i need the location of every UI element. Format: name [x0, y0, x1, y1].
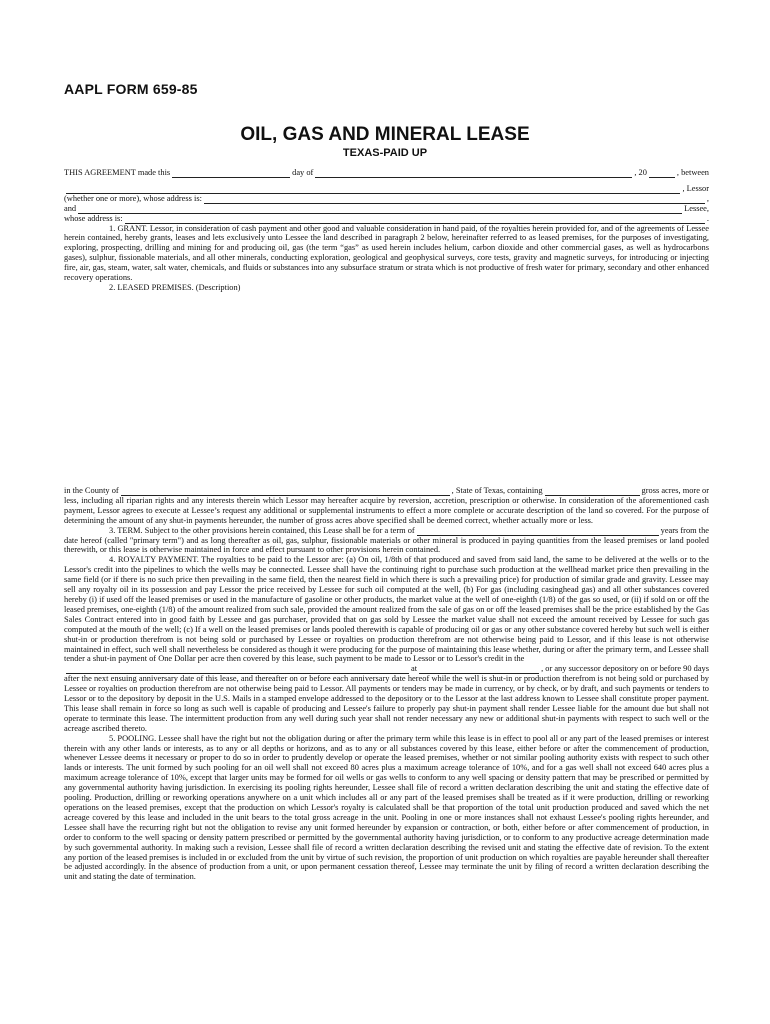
- depository-location-field[interactable]: [419, 666, 539, 674]
- lessee-address-line: whose address is: .: [64, 213, 709, 223]
- county-paragraph: less, including all riparian rights and any interests therein which Lessor may hereafter acquire by reversion, accretion, prescription or otherwise. In consideration of the aforementioned cash payment, Lessor agrees to execute at Lessee’s request any additional or supplemental instruments to effect a more complete or accurate description of the land so covered. For the purpose of determining the amount of any shut-in payments hereunder, the number of gross acres above specified shall be deemed correct, whether actually more or less.: [64, 495, 709, 525]
- lessee-line: and Lessee,: [64, 203, 709, 213]
- grant-paragraph: 1. GRANT. Lessor, in consideration of cash payment and other good and valuable consideration in hand paid, of the royalties herein provided for, and of the agreements of Lessee herein contained, hereby grants, leases and lets exclusively unto Lessee the land described in paragraph 2 below, hereinafter referred to as leased premises, for the purposes of investigating, exploring, prospecting, drilling and mining for and producing oil, gas (the term “gas” as used herein includes helium, carbon dioxide and other commercial gases, as well as hydrocarbons gases), sulphur, fissionable materials, and all other minerals, conducting exploration, geological and geophysical surveys, core tests, gravity and magnetic surveys, for introducing or injecting fire, air, gas, steam, water, salt water, chemicals, and fluids or substances into any subsurface stratum or strata which is not productive of fresh water for primary, secondary and other enhanced recovery operations.: [64, 223, 709, 283]
- month-field[interactable]: [315, 170, 632, 178]
- lessor-address-line: (whether one or more), whose address is: ,: [64, 193, 709, 203]
- term-line: 3. TERM. Subject to the other provisions herein contained, this Lease shall be for a term of years from the: [109, 525, 709, 535]
- document-title: OIL, GAS AND MINERAL LEASE: [240, 124, 530, 145]
- term-paragraph: date hereof (called "primary term") and as long thereafter as oil, gas, sulphur, fissionable materials or other mineral is produced in paying quantities from the leased premises or land pooled therewith, or this lease is otherwise maintained in force and effect pursuant to other provisions herein contained.: [64, 535, 709, 555]
- royalty-continuation: after the next ensuing anniversary date of this lease, and thereafter on or before each anniversary date hereof while the well is shut-in or production therefrom is not being sold or purchased by Lessee or royalties on production therefrom are not otherwise being paid to Lessor. All payments or tenders may be made in currency, or by check, or by draft, and such payments or tenders to Lessor or to the depository by deposit in the U.S. Mails in a stamped envelope addressed to the depository or to the Lessor at the last address known to Lessee shall constitute proper payment. This lease shall remain in force so long as such well is capable of producing and Lessee's failure to properly pay shut-in payment shall render Lessee liable for the amount due but shall not operate to terminate this lease. The intermittent production from any well during such year shall not render necessary any new or additional shut-in payments with respect to such well or the acreage ascribed thereto.: [64, 674, 709, 733]
- day-field[interactable]: [172, 170, 290, 178]
- county-field[interactable]: [121, 488, 450, 496]
- depository-field[interactable]: [66, 666, 409, 674]
- pooling-paragraph: 5. POOLING. Lessee shall have the right but not the obligation during or after the primary term while this lease is in effect to pool all or any part of the leased premises or interest therein with any other lands or interests, as to any or all depths or horizons, and as to any or all substances covered by this lease, either before or after the commencement of production, whenever Lessee deems it necessary or proper to do so in order to prudently develop or operate the leased premises, whether or not similar pooling authority exists with respect to such other lands or interests. The unit formed by such pooling for an oil well shall not exceed 80 acres plus a maximum acreage tolerance of 10%, and for a gas well shall not exceed 640 acres plus a maximum acreage tolerance of 10%, except that larger units may be formed for oil wells or gas wells to conform to any well spacing or density pattern that may be prescribed or permitted by any governmental authority having jurisdiction. In exercising its pooling rights hereunder, Lessee shall file of record a written declaration describing the unit and stating the effective date of pooling. Production, drilling or reworking operations anywhere on a unit which includes all or any part of the leased premises shall be treated as if it were production, drilling or reworking operations on the leased premises, except that the production on which Lessor's royalty is calculated shall be that proportion of the total unit production produced and saved which the net acreage covered by this lease and included in the unit bears to the total gross acreage in the unit. Pooling in one or more instances shall not exhaust Lessee's pooling rights hereunder, and Lessee shall have the recurring right but not the obligation to revise any unit formed hereunder by expansion or contraction, or both, either before or after commencement of production, in order to conform to the well spacing or density pattern prescribed or permitted by the governmental authority having jurisdiction, or to conform to any productive acreage determination made by such governmental authority. In making such a revision, Lessee shall file of record a written declaration describing the revised unit and stating the effective date of revision. To the extent any portion of the leased premises is included in or excluded from the unit by virtue of such revision, the proportion of unit production on which royalties are payable hereunder shall thereafter be adjusted accordingly. In the absence of production from a unit, or upon permanent cessation thereof, Lessee may terminate the unit by filing of record a written declaration describing the unit and stating the date of termination.: [64, 733, 709, 882]
- header-section: [64, 168, 709, 293]
- leased-premises-heading: 2. LEASED PREMISES. (Description): [109, 282, 241, 292]
- lessor-address-field[interactable]: [204, 196, 705, 204]
- form-number: AAPL FORM 659-85: [64, 81, 198, 97]
- royalty-paragraph: 4. ROYALTY PAYMENT. The royalties to be paid to the Lessor are: (a) On oil, 1/8th of that produced and saved from said land, the same to be delivered at the wells or to the Lessor's credit into the pipelines to which the wells may be connected. Lessee shall have the continuing right to purchase such production at the wellhead market price then prevailing in the same field (or if there is no such price then prevailing in the same field, then the nearest field in which there is such a prevailing price) for production of similar grade and gravity. Lessee may sell any royalty oil in its possession and pay Lessor the price received by Lessee for such oil computed at the well, (b) For gas (including casinghead gas) and all other substances covered hereby (i) if used off the leased premises or used in the manufacture of gasoline or other products, the market value at the well of one-eighth (1/8) of the gas so used, or (ii) if sold on or off the leased premises, one-eighth (1/8) of the amount realized from such sale, provided the amount realized from the sale of gas on or off the leased premises shall be the price established by the Gas Sales Contract entered into in good faith by Lessee and gas purchaser, provided that on gas sold by Lessee the market value shall not exceed the amount received by Lessee for such gas computed at the mouth of the well; (c) If a well on the leased premises or lands pooled therewith is capable of producing oil or gas or any other substance covered hereby but such well is either shut-in or production therefrom is not being sold or purchased by Lessee or royalties on production therefrom are not otherwise being paid to Lessor, and if this lease is not otherwise maintained in effect, such well shall nevertheless be considered as though it were producing for the purpose of maintaining this lease whether, during or after the primary term, and Lessee shall tender a shut-in payment of One Dollar per acre then covered by this lease, such payment to be made to Lessor or to Lessor's credit in the: [64, 555, 709, 664]
- depository-line: at , or any successor depository on or before 90 days: [64, 664, 709, 674]
- lessee-name-field[interactable]: [78, 206, 682, 214]
- year-field[interactable]: [649, 170, 675, 178]
- lessor-line: , Lessor: [64, 184, 709, 194]
- county-line: in the County of , State of Texas, containing gross acres, more or: [64, 486, 709, 495]
- lessee-address-field[interactable]: [125, 216, 705, 224]
- document-subtitle: TEXAS-PAID UP: [342, 147, 428, 159]
- lessor-name-field[interactable]: [66, 186, 680, 194]
- agreement-line: THIS AGREEMENT made this day of , 20 , between: [64, 168, 709, 177]
- terms-section: [64, 486, 709, 882]
- description-area[interactable]: [64, 306, 709, 484]
- acres-field[interactable]: [545, 488, 640, 496]
- term-years-field[interactable]: [417, 528, 659, 536]
